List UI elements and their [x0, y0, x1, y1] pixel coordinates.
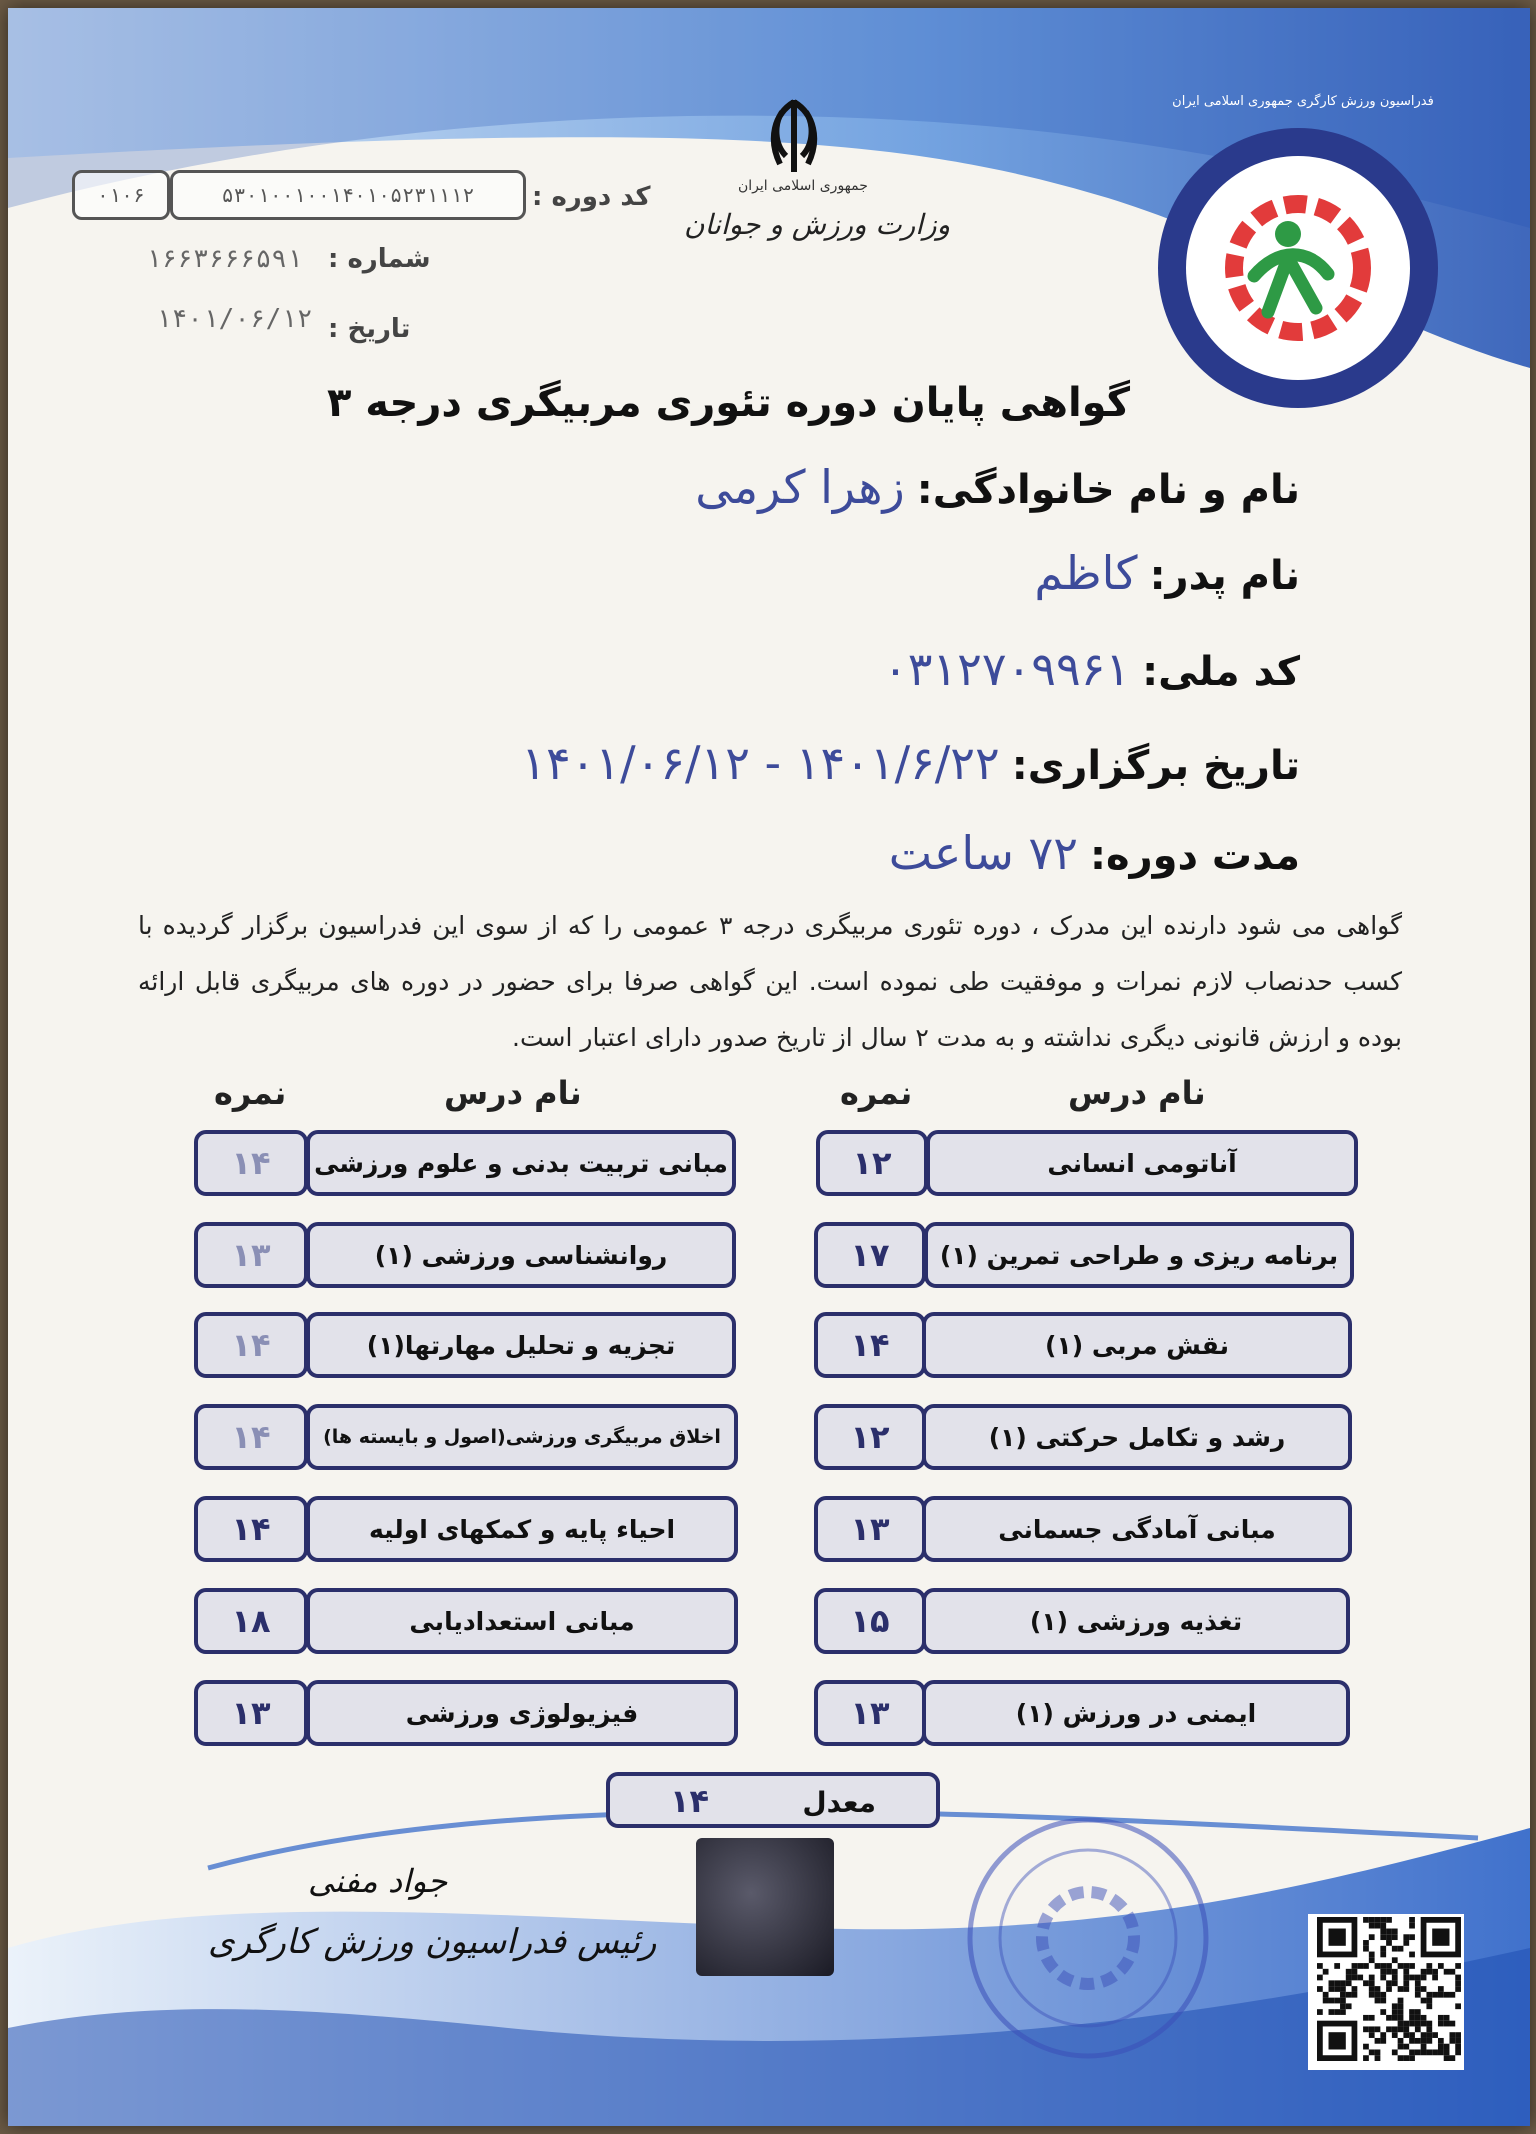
score-cell: ۱۳: [814, 1496, 926, 1562]
father-label: نام پدر:: [1149, 553, 1300, 599]
score-cell: ۱۴: [194, 1404, 308, 1470]
right-score-header: نمره: [840, 1074, 913, 1112]
score-cell: ۱۵: [814, 1588, 926, 1654]
dates-value: ۱۴۰۱/۶/۲۲ - ۱۴۰۱/۰۶/۱۲: [521, 736, 1000, 790]
score-cell: ۱۸: [194, 1588, 308, 1654]
course-code-suffix: ۰۱۰۶: [72, 170, 170, 220]
score-cell: ۱۴: [814, 1312, 926, 1378]
signatory-position: رئیس فدراسیون ورزش کارگری: [208, 1922, 657, 1962]
course-code-value: ۵۳۰۱۰۰۱۰۰۱۴۰۱۰۵۲۳۱۱۱۲: [170, 170, 526, 220]
federation-emblem-text: فدراسیون ورزش کارگری جمهوری اسلامی ایران: [1172, 94, 1434, 109]
subject-cell: نقش مربی (۱): [922, 1312, 1352, 1378]
score-cell: ۱۲: [816, 1130, 928, 1196]
right-subject-header: نام درس: [1068, 1074, 1206, 1112]
father-value: کاظم: [1034, 546, 1138, 600]
score-cell: ۱۴: [194, 1130, 308, 1196]
duration-row: [889, 826, 1300, 880]
score-cell: ۱۳: [194, 1222, 308, 1288]
national-id-label: کد ملی:: [1142, 649, 1300, 695]
left-score-header: نمره: [214, 1074, 287, 1112]
qr-code-icon: [1317, 1917, 1461, 2061]
score-cell: ۱۲: [814, 1404, 926, 1470]
average-box: [606, 1772, 940, 1828]
qr-code: [1308, 1914, 1464, 2070]
duration-label: مدت دوره:: [1089, 833, 1300, 879]
subject-cell: مبانی آمادگی جسمانی: [922, 1496, 1352, 1562]
average-value: ۱۴: [670, 1782, 710, 1820]
ministry-subtitle: جمهوری اسلامی ایران: [738, 178, 868, 194]
dates-label: تاریخ برگزاری:: [1011, 743, 1300, 789]
date-label: تاریخ :: [328, 314, 411, 344]
subject-cell: احیاء پایه و کمکهای اولیه: [306, 1496, 738, 1562]
subject-cell: اخلاق مربیگری ورزشی(اصول و بایسته ها): [306, 1404, 738, 1470]
subject-cell: مبانی تربیت بدنی و علوم ورزشی: [306, 1130, 736, 1196]
subject-cell: رشد و تکامل حرکتی (۱): [922, 1404, 1352, 1470]
average-label: معدل: [802, 1786, 876, 1819]
national-id-row: [883, 642, 1300, 696]
subject-cell: مبانی استعدادیابی: [306, 1588, 738, 1654]
number-value: ۱۶۶۳۶۶۶۵۹۱: [146, 244, 303, 274]
left-subject-header: نام درس: [444, 1074, 582, 1112]
subject-cell: روانشناسی ورزشی (۱): [306, 1222, 736, 1288]
certificate-title: گواهی پایان دوره تئوری مربیگری درجه ۳: [326, 380, 1130, 426]
signatory-name: جواد مفنی: [308, 1862, 448, 1900]
stamp-icon: [958, 1808, 1218, 2068]
score-cell: ۱۴: [194, 1496, 308, 1562]
national-id-value: ۰۳۱۲۷۰۹۹۶۱: [883, 642, 1131, 696]
subject-cell: تجزیه و تحلیل مهارتها(۱): [306, 1312, 736, 1378]
name-value: زهرا کرمی: [695, 460, 905, 514]
score-cell: ۱۴: [194, 1312, 308, 1378]
duration-value: ۷۲ ساعت: [888, 826, 1078, 880]
certificate-body: گواهی می شود دارنده این مدرک ، دوره تئوری مربیگری درجه ۳ عمومی را که از سوی این فدراسیون برگزار گردیده با کسب حدنصاب لازم نمرات و موفقیت طی نموده است. این گواهی صرفا برای حضور در دوره های مربیگری قابل ارائه بوده و ارزش قانونی دیگری نداشته و به مدت ۲ سال از تاریخ صدور دارای اعتبار است.: [138, 911, 1402, 1052]
score-cell: ۱۳: [194, 1680, 308, 1746]
federation-emblem-icon: [1148, 118, 1448, 418]
ministry-name: وزارت ورزش و جوانان: [684, 208, 951, 241]
name-row: [695, 460, 1300, 514]
subject-cell: برنامه ریزی و طراحی تمرین (۱): [924, 1222, 1354, 1288]
dates-row: [521, 736, 1300, 790]
name-label: نام و نام خانوادگی:: [916, 467, 1300, 513]
certificate-paper: [8, 8, 1530, 2126]
subject-cell: ایمنی در ورزش (۱): [922, 1680, 1350, 1746]
subject-cell: آناتومی انسانی: [926, 1130, 1358, 1196]
number-label: شماره :: [328, 244, 431, 274]
father-row: [1034, 546, 1300, 600]
date-value: ۱۴۰۱/۰۶/۱۲: [156, 304, 313, 334]
subject-cell: فیزیولوژی ورزشی: [306, 1680, 738, 1746]
ministry-emblem-icon: [744, 94, 844, 184]
hologram-sticker: [696, 1838, 834, 1976]
score-cell: ۱۳: [814, 1680, 926, 1746]
score-cell: ۱۷: [814, 1222, 926, 1288]
course-code-label: کد دوره :: [532, 182, 651, 212]
subject-cell: تغذیه ورزشی (۱): [922, 1588, 1350, 1654]
